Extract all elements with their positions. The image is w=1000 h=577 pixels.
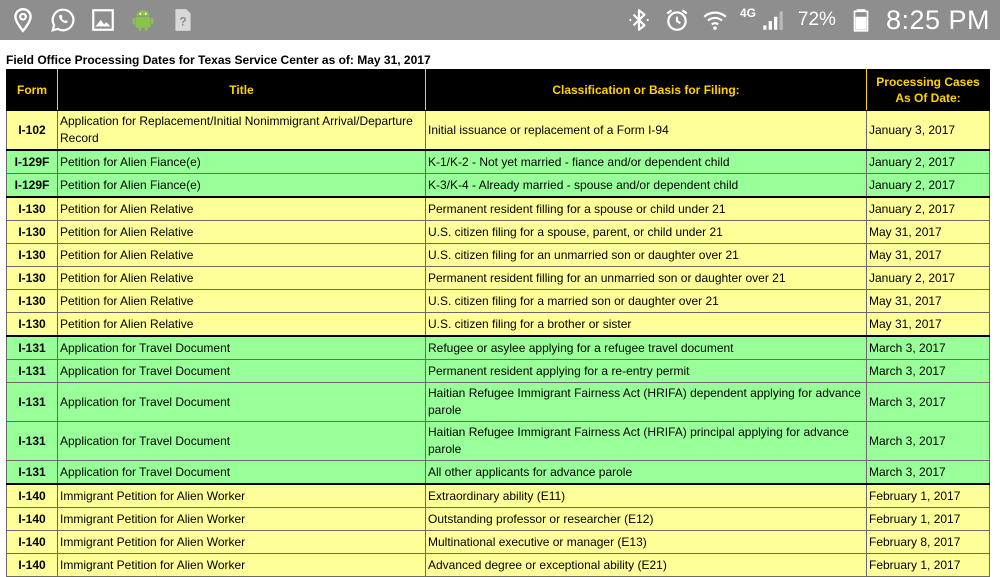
form-cell: I-140	[7, 531, 58, 554]
classification-cell: Refugee or asylee applying for a refugee travel document	[426, 336, 867, 360]
header-processing-date: Processing Cases As Of Date:	[867, 70, 990, 111]
form-cell: I-129F	[7, 174, 58, 198]
title-cell: Petition for Alien Relative	[58, 197, 426, 221]
title-cell: Application for Replacement/Initial Nonimmigrant Arrival/Departure Record	[58, 111, 426, 151]
title-cell: Immigrant Petition for Alien Worker	[58, 531, 426, 554]
form-cell: I-140	[7, 508, 58, 531]
table-row	[7, 554, 990, 577]
unknown-file-icon	[170, 7, 196, 33]
form-cell: I-130	[7, 290, 58, 313]
title-cell: Immigrant Petition for Alien Worker	[58, 508, 426, 531]
classification-cell: Permanent resident filling for an unmarried son or daughter over 21	[426, 267, 867, 290]
table-row	[7, 111, 990, 151]
date-cell: February 1, 2017	[867, 554, 990, 577]
title-cell: Petition for Alien Fiance(e)	[58, 150, 426, 174]
date-cell: February 1, 2017	[867, 484, 990, 508]
classification-cell: Haitian Refugee Immigrant Fairness Act (HRIFA) principal applying for advance parole	[426, 422, 867, 461]
table-row	[7, 197, 990, 221]
bluetooth-icon	[626, 7, 652, 33]
date-cell: May 31, 2017	[867, 290, 990, 313]
form-cell: I-129F	[7, 150, 58, 174]
table-row	[7, 221, 990, 244]
web-page	[0, 40, 1000, 572]
form-cell: I-140	[7, 554, 58, 577]
form-cell: I-131	[7, 383, 58, 422]
table-header-row	[7, 70, 990, 111]
clock: 8:25 PM	[885, 4, 990, 35]
title-cell: Application for Travel Document	[58, 422, 426, 461]
classification-cell: Outstanding professor or researcher (E12)	[426, 508, 867, 531]
page-title: Field Office Processing Dates for Texas Service Center as of: May 31, 2017	[6, 53, 431, 67]
date-cell: May 31, 2017	[867, 244, 990, 267]
classification-cell: Initial issuance or replacement of a Form I-94	[426, 111, 867, 151]
signal-4g-icon	[760, 7, 786, 33]
form-cell: I-131	[7, 360, 58, 383]
title-cell: Immigrant Petition for Alien Worker	[58, 484, 426, 508]
table-row	[7, 174, 990, 198]
title-cell: Petition for Alien Relative	[58, 267, 426, 290]
notification-icons	[10, 6, 196, 34]
classification-cell: K-1/K-2 - Not yet married - fiance and/or dependent child	[426, 150, 867, 174]
table-row	[7, 244, 990, 267]
header-classification: Classification or Basis for Filing:	[426, 70, 867, 111]
form-cell: I-130	[7, 267, 58, 290]
alarm-clock-icon	[664, 7, 690, 33]
classification-cell: U.S. citizen filing for an unmarried son or daughter over 21	[426, 244, 867, 267]
form-cell: I-131	[7, 422, 58, 461]
whatsapp-icon	[50, 7, 76, 33]
classification-cell: U.S. citizen filing for a spouse, parent, or child under 21	[426, 221, 867, 244]
network-type: 4G	[739, 6, 756, 20]
title-cell: Petition for Alien Relative	[58, 313, 426, 337]
date-cell: May 31, 2017	[867, 313, 990, 337]
header-form: Form	[7, 70, 58, 111]
classification-cell: Advanced degree or exceptional ability (E21)	[426, 554, 867, 577]
header-title: Title	[58, 70, 426, 111]
system-icons	[626, 0, 990, 40]
classification-cell: Multinational executive or manager (E13)	[426, 531, 867, 554]
classification-cell: U.S. citizen filing for a brother or sister	[426, 313, 867, 337]
date-cell: January 3, 2017	[867, 111, 990, 151]
table-row	[7, 313, 990, 337]
table-row	[7, 336, 990, 360]
title-cell: Immigrant Petition for Alien Worker	[58, 554, 426, 577]
form-cell: I-140	[7, 484, 58, 508]
date-cell: January 2, 2017	[867, 150, 990, 174]
gallery-icon	[90, 7, 116, 33]
table-row	[7, 360, 990, 383]
classification-cell: U.S. citizen filing for a married son or daughter over 21	[426, 290, 867, 313]
title-cell: Application for Travel Document	[58, 360, 426, 383]
title-cell: Petition for Alien Relative	[58, 221, 426, 244]
date-cell: March 3, 2017	[867, 461, 990, 485]
date-cell: March 3, 2017	[867, 422, 990, 461]
location-pin-icon	[10, 7, 36, 33]
table-row	[7, 150, 990, 174]
table-row	[7, 290, 990, 313]
table-row	[7, 422, 990, 461]
battery-icon	[848, 7, 874, 33]
title-cell: Application for Travel Document	[58, 383, 426, 422]
classification-cell: Haitian Refugee Immigrant Fairness Act (HRIFA) dependent applying for advance parole	[426, 383, 867, 422]
form-cell: I-130	[7, 221, 58, 244]
svg-text:?: ?	[179, 14, 187, 29]
title-cell: Petition for Alien Fiance(e)	[58, 174, 426, 198]
date-cell: March 3, 2017	[867, 360, 990, 383]
table-row	[7, 531, 990, 554]
form-cell: I-131	[7, 461, 58, 485]
form-cell: I-102	[7, 111, 58, 151]
classification-cell: Extraordinary ability (E11)	[426, 484, 867, 508]
form-cell: I-131	[7, 336, 58, 360]
classification-cell: K-3/K-4 - Already married - spouse and/or dependent child	[426, 174, 867, 198]
wifi-icon	[702, 7, 728, 33]
date-cell: March 3, 2017	[867, 383, 990, 422]
date-cell: January 2, 2017	[867, 197, 990, 221]
date-cell: February 8, 2017	[867, 531, 990, 554]
classification-cell: Permanent resident filling for a spouse or child under 21	[426, 197, 867, 221]
title-cell: Petition for Alien Relative	[58, 290, 426, 313]
battery-percent: 72%	[797, 9, 836, 30]
processing-dates-table	[6, 69, 990, 577]
table-row	[7, 484, 990, 508]
status-bar	[0, 0, 1000, 40]
table-row	[7, 461, 990, 485]
date-cell: May 31, 2017	[867, 221, 990, 244]
table-row	[7, 508, 990, 531]
form-cell: I-130	[7, 197, 58, 221]
form-cell: I-130	[7, 244, 58, 267]
date-cell: January 2, 2017	[867, 267, 990, 290]
form-cell: I-130	[7, 313, 58, 337]
table-row	[7, 267, 990, 290]
table-row	[7, 383, 990, 422]
classification-cell: Permanent resident applying for a re-entry permit	[426, 360, 867, 383]
classification-cell: All other applicants for advance parole	[426, 461, 867, 485]
title-cell: Application for Travel Document	[58, 336, 426, 360]
date-cell: January 2, 2017	[867, 174, 990, 198]
title-cell: Application for Travel Document	[58, 461, 426, 485]
android-robot-icon	[130, 7, 156, 33]
title-cell: Petition for Alien Relative	[58, 244, 426, 267]
date-cell: March 3, 2017	[867, 336, 990, 360]
date-cell: February 1, 2017	[867, 508, 990, 531]
